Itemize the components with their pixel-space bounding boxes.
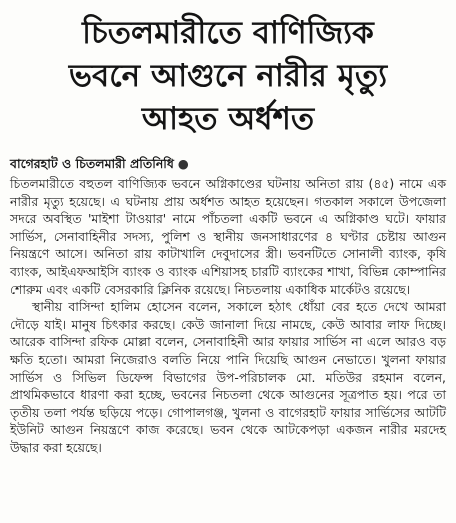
headline-line-1: চিতলমারীতে বাণিজ্যিক <box>82 15 374 51</box>
bullet-icon: ● <box>177 156 189 171</box>
paragraph-2: স্থানীয় বাসিন্দা হালিম হোসেন বলেন, সকালে হঠাৎ ধোঁয়া বের হতে দেখে আমরা দৌড়ে যাই। মানুষ চিৎকার করছে। কেউ জানালা দিয়ে নামছে, কেউ আবার লাফ দিচ্ছে। আরেক বাসিন্দা রফিক মোল্লা বলেন, সেনাবাহিনী আর ফায়ার সার্ভিস না এলে আরও বড় ক্ষতি হতো। আমরা নিজেরাও বলতি নিয়ে পানি দিয়েছি আগুন নেভাতে। খুলনা ফায়ার সার্ভিস ও সিভিল ডিফেন্স বিভাগের উপ-পরিচালক মো. মতিউর রহমান বলেন, প্রাথমিকভাবে ধারণা করা হচ্ছে, ভবনের নিচতলা থেকে আগুনের সূত্রপাত হয়। পরে তা তৃতীয় তলা পর্যন্ত ছড়িয়ে পড়ে। গোপালগঞ্জ, খুলনা ও বাগেরহাট ফায়ার সার্ভিসের আটটি ইউনিট আগুন নিয়ন্ত্রণে কাজ করেছে। ভবন থেকে আটকেপড়া একজন নারীর মরদেহ উদ্ধার করা হয়েছে। <box>10 299 446 455</box>
paragraph-1: চিতলমারীতে বহুতল বাণিজ্যিক ভবনে অগ্নিকাণ্ডের ঘটনায় অনিতা রায় (৪৫) নামে এক নারীর মৃত্যু হয়েছে। এ ঘটনায় প্রায় অর্ধশত আহত হয়েছেন। গতকাল সকালে উপজেলা সদরে অবস্থিত 'মাইশা টাওয়ার' নামে পাঁচতলা একটি ভবনে এ অগ্নিকাণ্ড ঘটে। ফায়ার সার্ভিস, সেনাবাহিনীর সদস্য, পুলিশ ও স্থানীয় জনসাধারণের ৪ ঘণ্টার চেষ্টায় আগুন নিয়ন্ত্রণে আসে। অনিতা রায় কাটাখালি দেবুদাসের স্ত্রী। ভবনটিতে সোনালী ব্যাংক, কৃষি ব্যাংক, আইএফআইসি ব্যাংক ও ব্যাংক এশিয়াসহ চারটি ব্যাংকের শাখা, বিভিন্ন কোম্পানির শোরুম এবং একটি বেসরকারি ক্লিনিক রয়েছে। নিচতলায় একাধিক মার্কেটও রয়েছে। <box>10 176 446 297</box>
headline-line-3: আহত অর্ধশত <box>141 101 315 137</box>
byline-text: বাগেরহাট ও চিতলমারী প্রতিনিধি <box>10 156 174 171</box>
headline <box>10 12 446 141</box>
article-body <box>10 175 446 457</box>
headline-line-2: ভবনে আগুনে নারীর মৃত্যু <box>68 58 388 94</box>
byline <box>10 155 446 173</box>
